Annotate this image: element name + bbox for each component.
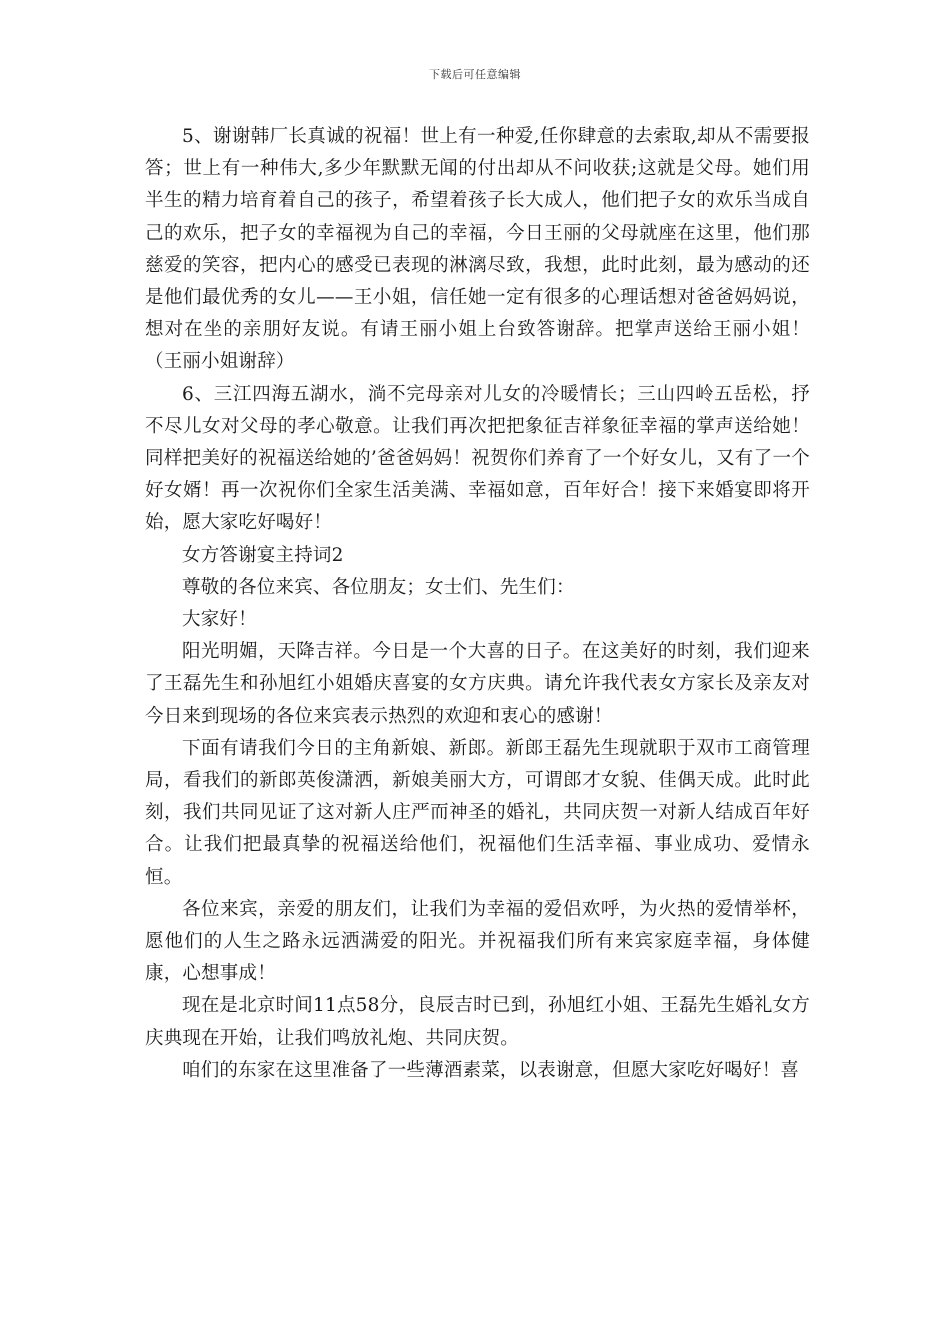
- section-title: 女方答谢宴主持词2: [182, 544, 344, 566]
- paragraph-salutation: 尊敬的各位来宾、各位朋友；女士们、先生们：: [182, 576, 575, 598]
- paragraph-toast: 各位来宾，亲爱的朋友们，让我们为幸福的爱侣欢呼，为火热的爱情举杯，愿他们的人生之路永远洒满爱的阳光。并祝福我们所有来宾家庭幸福，身体健康，心想事成！: [145, 898, 810, 985]
- paragraph-banquet: 咱们的东家在这里准备了一些薄酒素菜，以表谢意，但愿大家吃好喝好！喜: [182, 1059, 800, 1081]
- paragraph-thanks-parents: 5、谢谢韩厂长真诚的祝福！世上有一种爱,任你肆意的去索取,却从不需要报答；世上有一种伟大,多少年默默无闻的付出却从不问收获;这就是父母。她们用半生的精力培育着自己的孩子，希望着孩子长大成人，他们把子女的欢乐当成自己的欢乐，把子女的幸福视为自己的幸福，今日王丽的父母就座在这里，他们那慈爱的笑容，把内心的感受已表现的淋漓尽致，我想，此时此刻，最为感动的还是他们最优秀的女儿——王小姐，信任她一定有很多的心理话想对爸爸妈妈说，想对在坐的亲朋好友说。有请王丽小姐上台致答谢辞。把掌声送给王丽小姐！（王丽小姐谢辞）: [145, 126, 810, 373]
- paragraph-introduce-couple: 下面有请我们今日的主角新娘、新郎。新郎王磊先生现就职于双市工商管理局，看我们的新郎英俊潇洒，新娘美丽大方，可谓郎才女貌、佳偶天成。此时此刻，我们共同见证了这对新人庄严而神圣的婚礼，共同庆贺一对新人结成百年好合。让我们把最真挚的祝福送给他们，祝福他们生活幸福、事业成功、爱情永恒。: [145, 737, 810, 888]
- page-header: 下载后可任意编辑: [429, 68, 521, 81]
- paragraph-greeting: 大家好！: [182, 609, 257, 631]
- paragraph-ceremony-start: 现在是北京时间11点58分，良辰吉时已到，孙旭红小姐、王磊先生婚礼女方庆典现在开始，让我们鸣放礼炮、共同庆贺。: [145, 995, 810, 1049]
- paragraph-blessing-parents: 6、三江四海五湖水，淌不完母亲对儿女的冷暖情长；三山四岭五岳松，抒不尽儿女对父母的孝心敬意。让我们再次把把象征吉祥象征幸福的掌声送给她！同样把美好的祝福送给她的’爸爸妈妈！祝贺你们养育了一个好女儿，又有了一个好女婿！再一次祝你们全家生活美满、幸福如意，百年好合！接下来婚宴即将开始，愿大家吃好喝好！: [145, 383, 810, 534]
- document-body: [145, 121, 810, 1087]
- paragraph-welcome: 阳光明媚，天降吉祥。今日是一个大喜的日子。在这美好的时刻，我们迎来了王磊先生和孙旭红小姐婚庆喜宴的女方庆典。请允许我代表女方家长及亲友对今日来到现场的各位来宾表示热烈的欢迎和衷心的感谢！: [145, 641, 810, 727]
